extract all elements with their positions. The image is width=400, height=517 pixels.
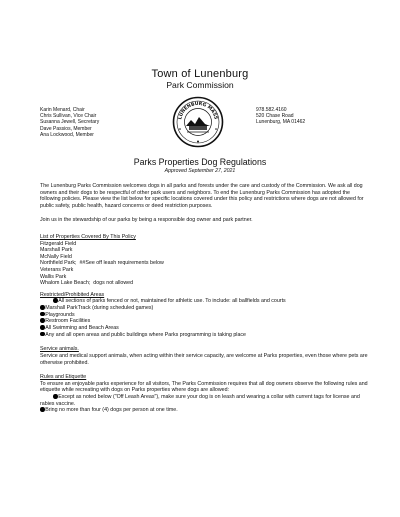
service-heading: Service animals. (40, 346, 79, 353)
document-body (40, 183, 370, 414)
bullet-icon (40, 318, 45, 323)
town-name: Town of Lunenburg (151, 68, 249, 80)
bullet-icon (40, 332, 45, 337)
restricted-item (40, 312, 370, 319)
bullet-icon (53, 298, 58, 303)
bullet-icon (40, 312, 45, 317)
contact-info (256, 107, 305, 126)
bullet-icon (40, 407, 45, 412)
town-seal-logo (172, 96, 224, 148)
restricted-item-text: Restroom Facilities (45, 318, 91, 325)
rules-item (40, 407, 370, 414)
property-item: Whalom Lake Beach; dogs not allowed (40, 280, 134, 287)
restricted-item-text: All sections of parks fenced or not, maintained for athletic use. To include: all ballfields and courts (58, 298, 286, 305)
rules-heading: Rules and Etiquette (40, 374, 87, 381)
member-line: Chris Sullivan, Vice Chair (40, 113, 97, 120)
restricted-item-text: Any and all open areas and public buildings where Parks programming is taking place (45, 331, 246, 338)
restricted-heading: Restricted/Prohibited Areas (40, 291, 105, 298)
contact-city: Lunenburg, MA 01462 (256, 119, 306, 126)
property-item: Northfield Park; ##See off leash requirements below (40, 260, 164, 267)
member-line: Susanna Jewell, Secretary (40, 119, 100, 126)
member-line: Dave Passios, Member (40, 125, 92, 132)
property-item: Marshall Park (40, 247, 73, 254)
member-line: Karin Menard, Chair (40, 107, 85, 113)
commission-name: Park Commission (166, 80, 234, 90)
restricted-item (40, 298, 370, 305)
restricted-item (40, 318, 370, 325)
restricted-item (40, 325, 370, 332)
contact-phone: 978.582.4160 (256, 107, 287, 113)
approval-date: Approved September 27, 2021 (164, 168, 236, 174)
bullet-icon (40, 325, 45, 330)
rules-item (40, 394, 370, 407)
rules-item-text: Bring no more than four (4) dogs per person at one time. (45, 407, 178, 414)
member-line: Ana Lockwood, Member (40, 131, 94, 138)
bullet-icon (40, 305, 45, 310)
restricted-item-text: Marshall ParkTrack (during scheduled games) (45, 305, 154, 312)
member-list (40, 107, 99, 138)
property-item: Veterans Park (40, 266, 74, 273)
restricted-item-text: Playgrounds (45, 311, 75, 318)
properties-heading: List of Properties Covered By This Policy (40, 233, 136, 240)
seal-text: LUNENBURG MASS (178, 101, 218, 121)
property-item: Wallis Park (40, 273, 67, 280)
join-paragraph: Join us in the stewardship of our parks by being a responsible dog owner and park partner. (40, 217, 253, 224)
restricted-item-text: All Swimming and Beach Areas (45, 325, 119, 332)
document-title: Parks Properties Dog Regulations (133, 157, 267, 167)
property-item: Fitzgerald Field (40, 240, 77, 247)
property-item: McNally Field (40, 253, 72, 260)
rules-item-text: Except as noted below ("Off Leash Areas"), make sure your dog is on leash and wearing a collar with current tags for license and rabies vaccine. (40, 394, 360, 407)
rules-paragraph: To ensure an enjoyable parks experience for all visitors, The Parks Commission requires that all dog owners observe the following rules and etiquette while recreating with dogs on Parks properties where dogs are allowed: (40, 380, 368, 394)
intro-paragraph: The Lunenburg Parks Commission welcomes dogs in all parks and forests under the care and custody of the Commission. We ask all dog owners and their dogs to be respectful of other park users and neighbors. To end the Lunenburg Parks Commission has adopted the following policies. Please view the list below for specific locations covered under this policy and restrictions where dogs are not allowed for public safety, public health, hazard concerns or deed restriction purposes. (40, 183, 364, 209)
restricted-item (40, 332, 370, 339)
service-paragraph: Service and medical support animals, when acting within their service capacity, are welcome at Parks properties, even those where pets are otherwise prohibited. (40, 353, 368, 366)
contact-street: 520 Chase Road (256, 113, 294, 120)
bullet-icon (53, 394, 58, 399)
restricted-item (40, 305, 370, 312)
